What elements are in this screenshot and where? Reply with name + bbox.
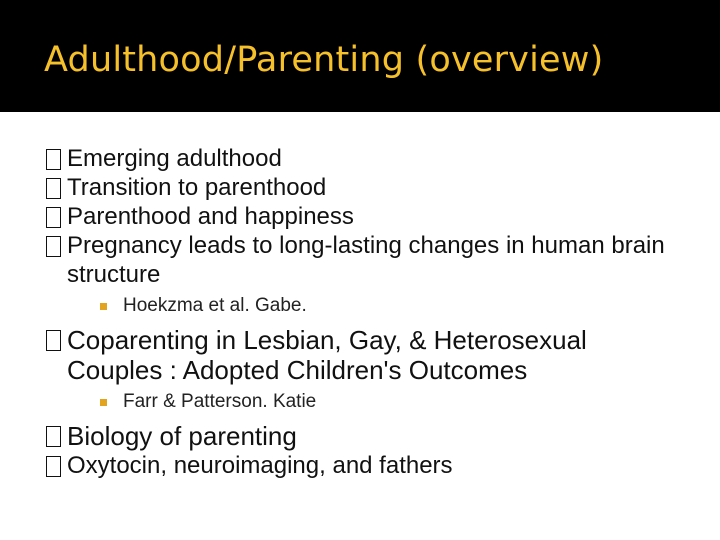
sub-bullet-item bbox=[100, 295, 686, 317]
bullet-item bbox=[46, 451, 686, 480]
bullet-item bbox=[46, 144, 686, 173]
bullet-text: Transition to parenthood bbox=[67, 174, 327, 201]
square-bullet-icon bbox=[100, 303, 107, 310]
bullet-text: Oxytocin, neuroimaging, and fathers bbox=[67, 452, 453, 479]
missing-glyph-box-icon bbox=[46, 426, 61, 447]
sub-bullet-item bbox=[100, 391, 686, 413]
missing-glyph-box-icon bbox=[46, 456, 61, 477]
bullet-item bbox=[46, 173, 686, 202]
bullet-text: Pregnancy leads to long-lasting changes in human brain structure bbox=[67, 232, 665, 288]
missing-glyph-box-icon bbox=[46, 178, 61, 199]
bullet-text: Coparenting in Lesbian, Gay, & Heterosexual Couples : Adopted Children's Outcomes bbox=[67, 325, 587, 385]
sub-bullet-text: Farr & Patterson. Katie bbox=[123, 391, 317, 412]
bullet-list bbox=[46, 144, 686, 480]
bullet-item bbox=[46, 325, 686, 385]
title-bar bbox=[0, 0, 720, 112]
missing-glyph-box-icon bbox=[46, 236, 61, 257]
bullet-text: Emerging adulthood bbox=[67, 145, 282, 172]
bullet-item bbox=[46, 421, 686, 451]
bullet-item bbox=[46, 202, 686, 231]
slide-title: Adulthood/Parenting (overview) bbox=[44, 40, 604, 80]
missing-glyph-box-icon bbox=[46, 207, 61, 228]
missing-glyph-box-icon bbox=[46, 149, 61, 170]
bullet-item bbox=[46, 231, 686, 289]
sub-bullet-text: Hoekzma et al. Gabe. bbox=[123, 295, 307, 316]
missing-glyph-box-icon bbox=[46, 330, 61, 351]
bullet-text: Biology of parenting bbox=[67, 421, 297, 451]
bullet-text: Parenthood and happiness bbox=[67, 203, 354, 230]
square-bullet-icon bbox=[100, 399, 107, 406]
